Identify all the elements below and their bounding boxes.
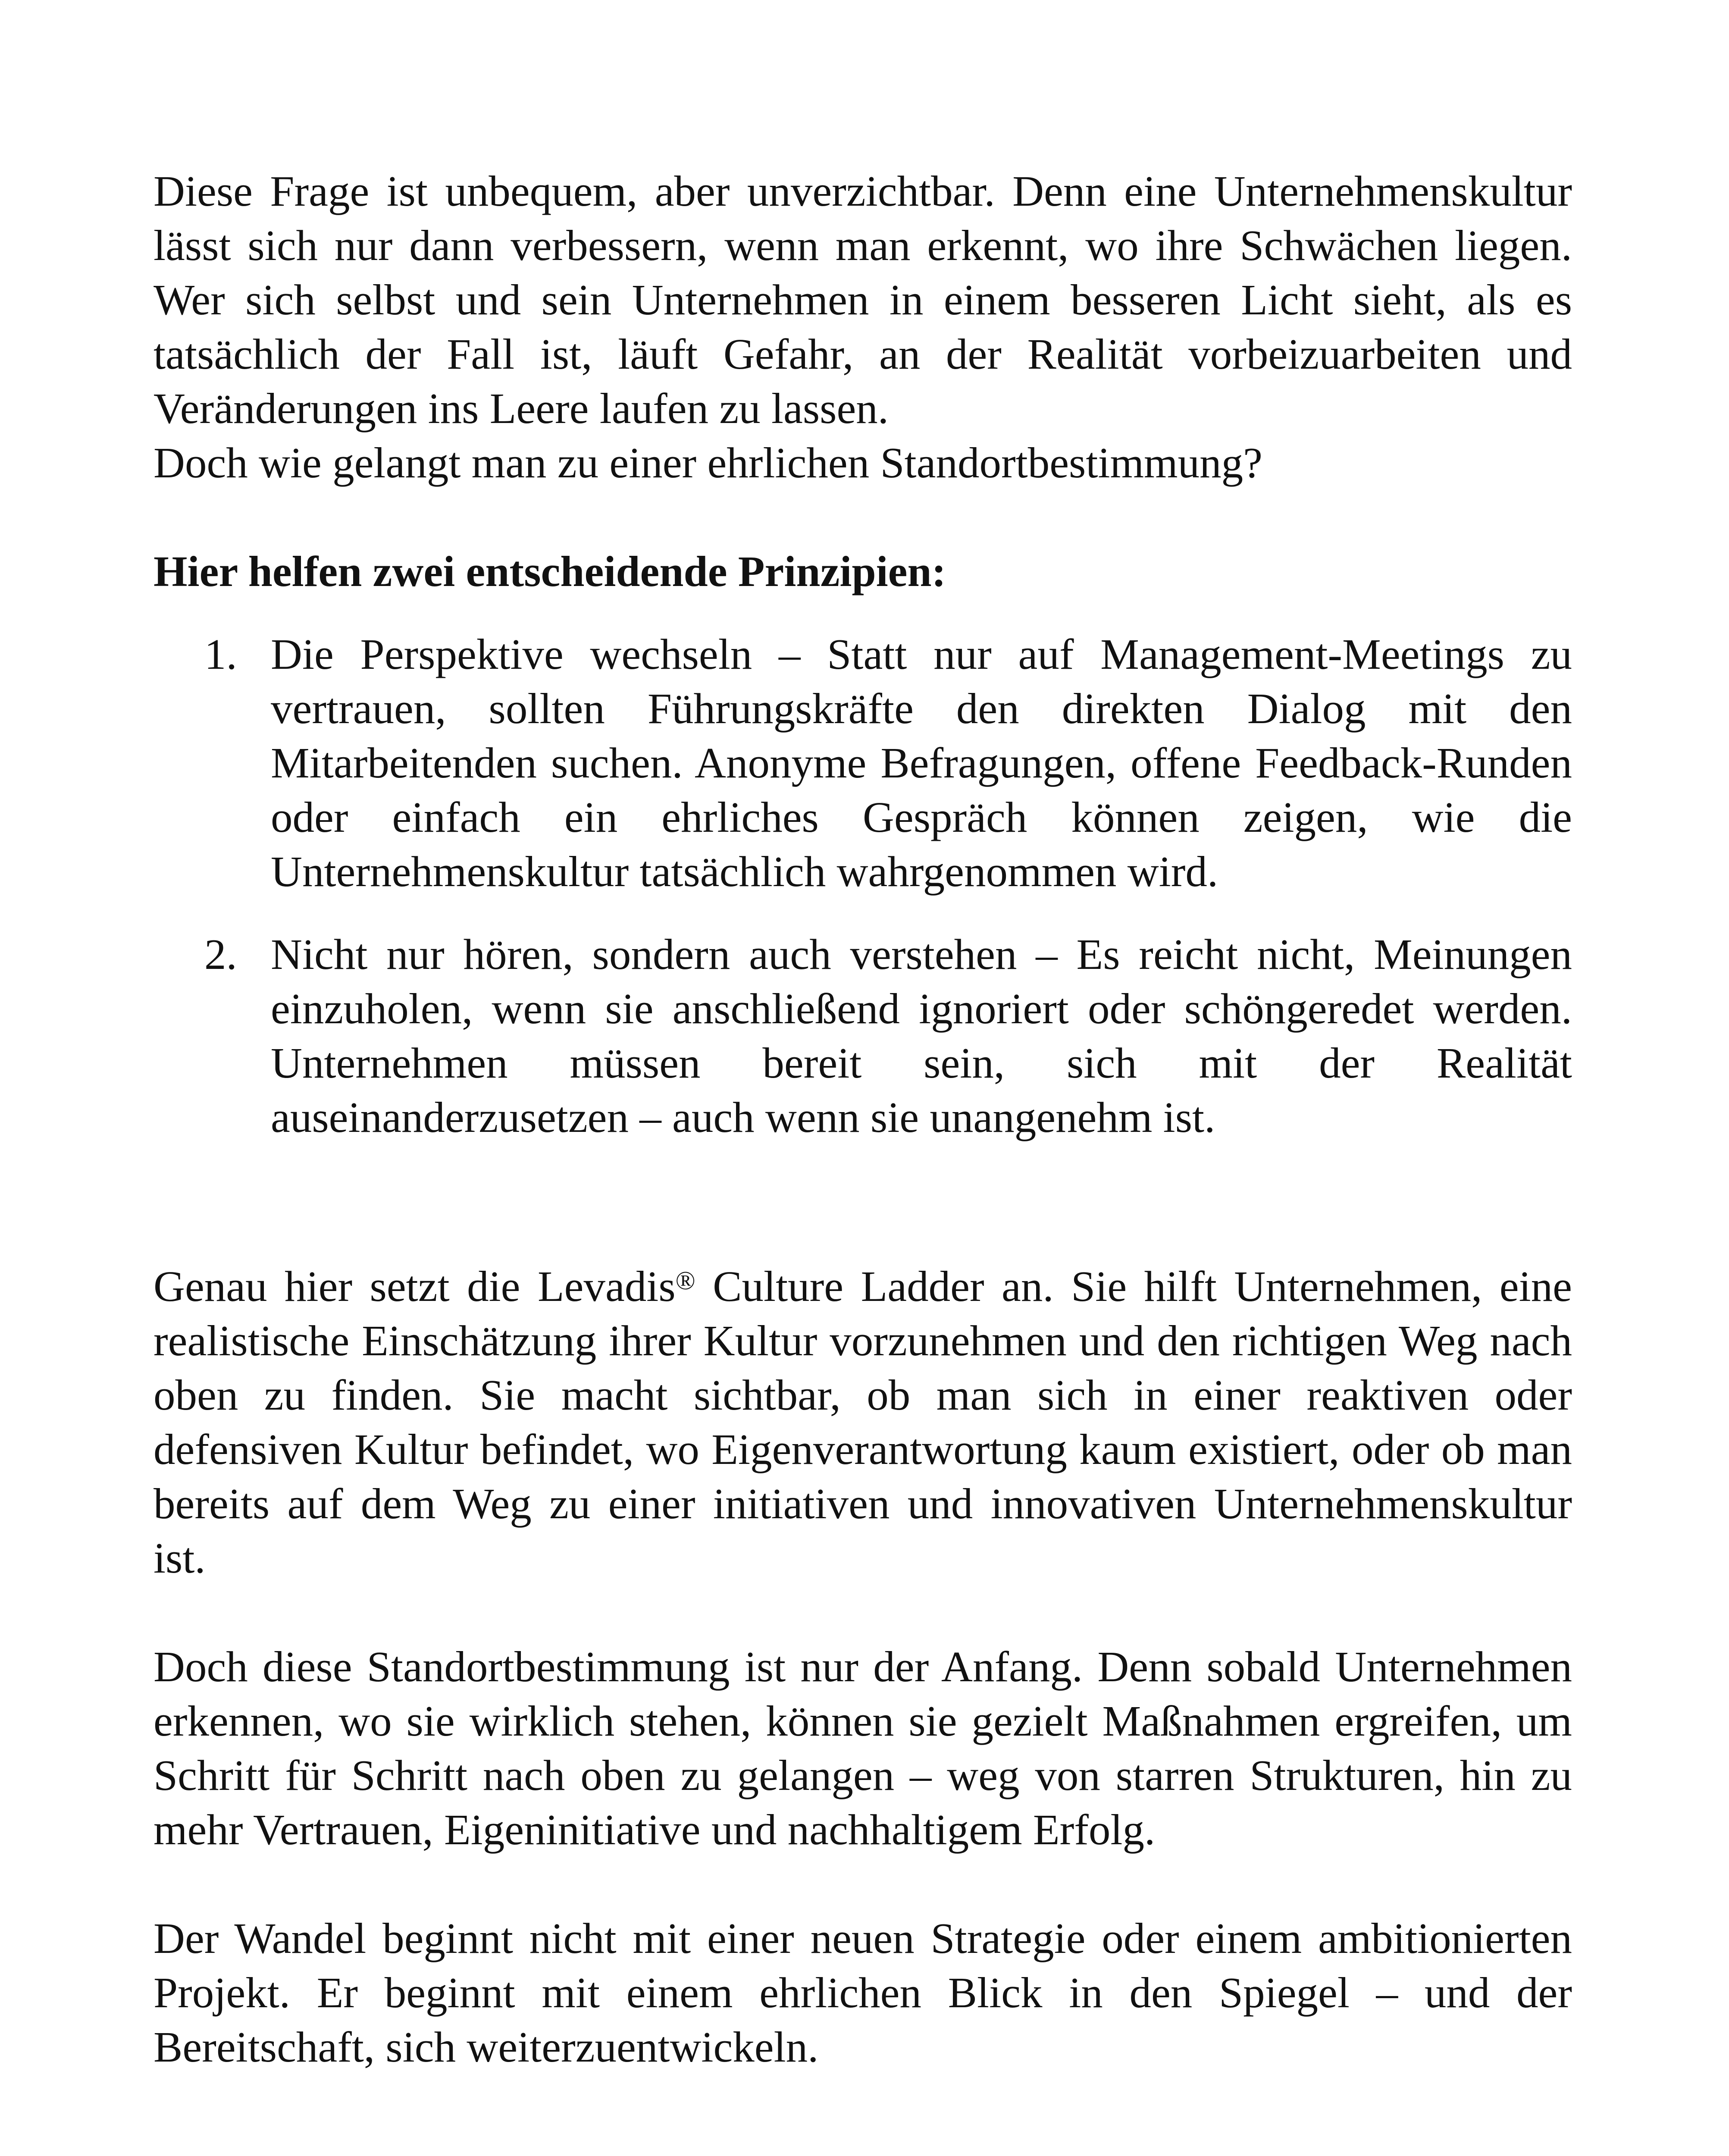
list-item-number: 2. <box>204 930 237 978</box>
list-item <box>153 627 1572 899</box>
page-body <box>153 164 1572 2074</box>
list-item-text: Nicht nur hören, sondern auch verstehen – Es reicht nicht, Meinungen einzuholen, wenn sie anschließend ignoriert oder schöngeredet werden. Unternehmen müssen bereit sein, sich mit der Realität auseinanderzusetzen – auch wenn sie unangenehm ist. <box>271 930 1572 1141</box>
next-steps-paragraph: Doch diese Standortbestimmung ist nur der Anfang. Denn sobald Unternehmen erkennen, wo sie wirklich stehen, können sie gezielt Maßnahmen ergreifen, um Schritt für Schritt nach oben zu gelangen – weg von starren Strukturen, hin zu mehr Vertrauen, Eigeninitiative und nachhaltigem Erfolg. <box>153 1642 1572 1854</box>
culture-ladder-rest: Culture Ladder an. Sie hilft Unternehmen, eine realistische Einschätzung ihrer Kultur vorzunehmen und den richtigen Weg nach oben zu finden. Sie macht sichtbar, ob man sich in einer reaktiven oder defensiven Kultur befindet, wo Eigenverantwortung kaum existiert, oder ob man bereits auf dem Weg zu einer initiativen und innovativen Unternehmenskultur ist. <box>153 1262 1572 1582</box>
list-item-text: Die Perspektive wechseln – Statt nur auf Management-Meetings zu vertrauen, sollten Führungskräfte den direkten Dialog mit den Mitarbeitenden suchen. Anonyme Befragungen, offene Feedback-Runden oder einfach ein ehrliches Gespräch können zeigen, wie die Unternehmenskultur tatsächlich wahrgenommen wird. <box>271 630 1572 896</box>
registered-mark: ® <box>675 1266 695 1295</box>
conclusion-paragraph: Der Wandel beginnt nicht mit einer neuen Strategie oder einem ambitionierten Projekt. Er beginnt mit einem ehrlichen Blick in den Spiegel – und der Bereitschaft, sich weiterzuentwickeln. <box>153 1914 1572 2071</box>
list-item-number: 1. <box>204 630 237 678</box>
culture-ladder-paragraph <box>153 1259 1572 1585</box>
principles-heading: Hier helfen zwei entscheidende Prinzipien: <box>153 547 946 595</box>
principles-list <box>153 627 1572 1144</box>
intro-question: Doch wie gelangt man zu einer ehrlichen Standortbestimmung? <box>153 439 1262 487</box>
intro-paragraph: Diese Frage ist unbequem, aber unverzichtbar. Denn eine Unternehmenskultur lässt sich nur dann verbessern, wenn man erkennt, wo ihre Schwächen liegen. Wer sich selbst und sein Unternehmen in einem besseren Licht sieht, als es tatsächlich der Fall ist, läuft Gefahr, an der Realität vorbeizuarbeiten und Veränderungen ins Leere laufen zu lassen. <box>153 167 1572 432</box>
culture-ladder-lead: Genau hier setzt die Levadis <box>153 1262 676 1310</box>
list-item <box>153 927 1572 1144</box>
